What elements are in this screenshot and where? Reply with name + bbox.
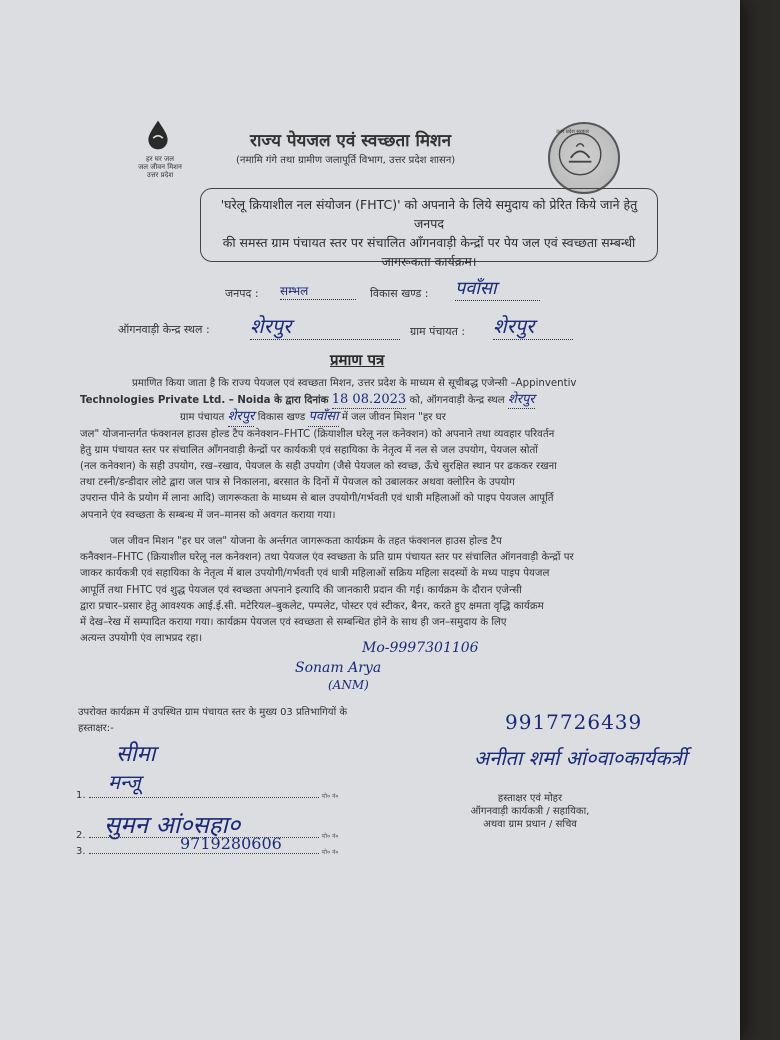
p2-line-3: जाकर कार्यकत्री एवं सहायिका के नेतृत्व में बाल उपयोगी/गर्भवती एवं धात्री महिलाओं सक्रिय महिला सदस्यों के मध्य पाइप पेयजल [80,568,550,580]
signature-block [455,792,605,831]
anm-role: (ANM) [328,678,369,692]
notice-line-3: जागरूकता कार्यक्रम। [381,254,477,269]
p2-line-2: कनैक्शन–FHTC (क्रियाशील घरेलू नल कनेक्शन) तथा पेयजल एंव स्वच्छता के प्रति ग्राम पंचायत स्तर पर संचालित ऑगनवाड़ी केन्द्रों पर [80,552,574,564]
certificate-title: प्रमाण पत्र [330,351,385,369]
anm-mobile: Mo-9997301106 [362,640,479,656]
janpad-value: सम्भल [280,282,356,300]
anganwadi-label: ऑगनवाड़ी केन्द्र स्थल : [118,323,210,336]
signature-block-line-1: हस्ताक्षर एवं मोहर [497,793,563,804]
notice-line-2: की समस्त ग्राम पंचायत स्तर पर संचालित आँगनवाड़ी केन्द्रों पर पेय जल एवं स्वच्छता सम्बन्धी [222,235,636,250]
p1-line-7: तथा टस्नी/डन्डीदार लोटे द्वारा जल पात्र से निकालना, बरसात के दिनों में पेयजल को उबालकर अथवा क्लोरिन के उपयोग [80,477,515,489]
worker-signature: अनीता शर्मा आं०वा०कार्यकर्त्री [474,746,687,770]
p1-vikas-label: विकास खण्ड [257,412,306,424]
p2-line-6: में देख–रेख में सम्पादित कराया गया। कार्यक्रम पेयजल एवं स्वच्छता से सम्बन्धित होने के साथ ही जन–समुदाय के लिए [80,617,507,629]
participant-row-1 [76,790,376,801]
p1-line-1: प्रमाणित किया जाता है कि राज्य पेयजल एवं स्वच्छता मिशन, उत्तर प्रदेश के माध्यम से सूचीबद्ध एजेन्सी –Appinventiv [132,378,577,389]
anm-signature: Sonam Arya [295,660,382,676]
signature-block-line-3: अथवा ग्राम प्रधान / सचिव [483,819,577,830]
p2-line-5: द्वारा प्रचार–प्रसार हेतु आवश्यक आई.ई.सी. मटेरियल–बुकलेट, पम्पलेट, पोस्टर एवं स्टीकर, बैनर, करते हुए क्षमता वृद्धि कार्यक्रम [80,600,544,612]
participant-3-phone: 9719280606 [180,834,282,853]
seal-text: उत्तर प्रदेश सरकार [556,129,589,135]
participants-heading-2: हस्ताक्षर:- [78,723,114,734]
header-title: राज्य पेयजल एवं स्वच्छता मिशन [250,131,452,151]
row-1-mobile-label: मो० नं० [321,793,339,800]
vikas-khand-label: विकास खण्ड : [370,287,429,300]
p1-line-3 [80,409,660,426]
participant-row-3 [76,846,376,857]
participant-1-signature: सीमा [116,742,156,767]
p1-line-4: जल" योजनान्तर्गत फंक्शनल हाउस होल्ड टैप कनेक्शन–FHTC (क्रियाशील घरेलू नल कनेक्शन) को अपनाने तथा व्यवहार परिवर्तन [80,428,555,440]
p2-line-7: अत्यन्त उपयोगी एंव लाभप्रद रहा। [80,633,203,645]
participant-1-name: मन्जू [108,770,141,794]
paragraph-2 [80,534,660,647]
water-drop-logo-icon [142,118,182,152]
row-2-mobile-label: मो० नं० [321,833,339,840]
gram-panchayat-label: ग्राम पंचायत : [410,325,466,338]
p2-line-4: आपूर्ति तथा FHTC एवं शुद्ध पेयजल एवं स्वच्छता अपनाने इत्यादि की जानकारी प्रदान की गई। कार्यक्रम के दौरान एजेन्सी [80,584,522,596]
p1-line-2-text: Technologies Private Ltd. – Noida के द्वारा दिनांक [80,395,329,407]
row-3-number: 3. [76,846,86,857]
participant-2-signature: सुमन आं०सहा० [104,811,241,839]
row-1-line [89,797,319,798]
p1-line-5: हेतु ग्राम पंचायत स्तर पर संचालित आँगनवाड़ी केन्द्रों पर कार्यकत्री एवं सहायिका के नेतृत्व में नल से जल उपयोग, पेयजल स्रोतों [80,444,538,456]
program-date: 18 08.2023 [332,392,406,409]
p1-line-2-text-b: को, ऑगनवाड़ी केन्द्र स्थल [409,395,505,407]
p2-line-1: जल जीवन मिशन "हर घर जल" योजना के अर्न्तगत जागरूकता कार्यक्रम के तहत फंक्शनल हाउस होल्ड टैप [110,536,502,547]
p1-line-8: उपरान्त पीने के प्रयोग में लाना आदि) जागरूकता के माध्यम से बाल उपयोगी/गर्भवती एवं धात्री महिलाओं को पाइप पेयजल आपूर्ति [80,493,554,505]
up-government-seal [548,122,620,194]
p1-gram-value: शेरपुर [228,409,255,426]
signature-block-line-2: ऑगनवाड़ी कार्यकत्री / सहायिका, [470,806,590,817]
paragraph-1 [80,376,660,524]
gram-panchayat-value: शेरपुर [493,312,573,340]
notice-line-1: 'घरेलू क्रियाशील नल संयोजन (FHTC)' को अपनाने के लिये समुदाय को प्रेरित किये जाने हेतु जनपद [220,197,638,231]
janpad-label: जनपद : [225,287,259,300]
p1-line-3-tail: में जल जीवन मिशन "हर घर [341,412,446,424]
row-1-number: 1. [76,790,86,801]
row-3-mobile-label: मो० नं० [321,849,339,856]
row-3-line [89,853,319,854]
p1-location: शेरपुर [508,392,535,409]
worker-phone: 9917726439 [505,710,643,734]
vikas-khand-value: पवाँसा [455,276,540,301]
header-subtitle: (नमामि गंगे तथा ग्रामीण जलापूर्ति विभाग, उत्तर प्रदेश शासन) [236,155,456,166]
p1-vikas-value: पवाँसा [308,409,338,426]
p1-gram-label: ग्राम पंचायत [180,412,225,424]
notice-box [200,188,658,269]
p1-line-6: (नल कनेक्शन) के सही उपयोग, रख–रखाव, पेयजल के सही उपयोग (जैसे पेयजल को स्वच्छ, ऊँचे सुरक्षित स्थान पर ढककर रखना [80,461,557,473]
p1-line-9: अपनाने एंव स्वच्छता के सम्बन्ध में जन–मानस को अवगत कराया गया। [80,509,336,521]
anganwadi-value: शेरपुर [250,312,400,340]
row-2-number: 2. [76,830,86,841]
logo-left-text: हर घर जल जल जीवन मिशन उत्तर प्रदेश [138,155,182,179]
p1-line-2 [80,392,660,409]
participants-heading-1: उपरोक्त कार्यक्रम में उपस्थित ग्राम पंचायत स्तर के मुख्य 03 प्रतिभागियों के [78,707,348,718]
